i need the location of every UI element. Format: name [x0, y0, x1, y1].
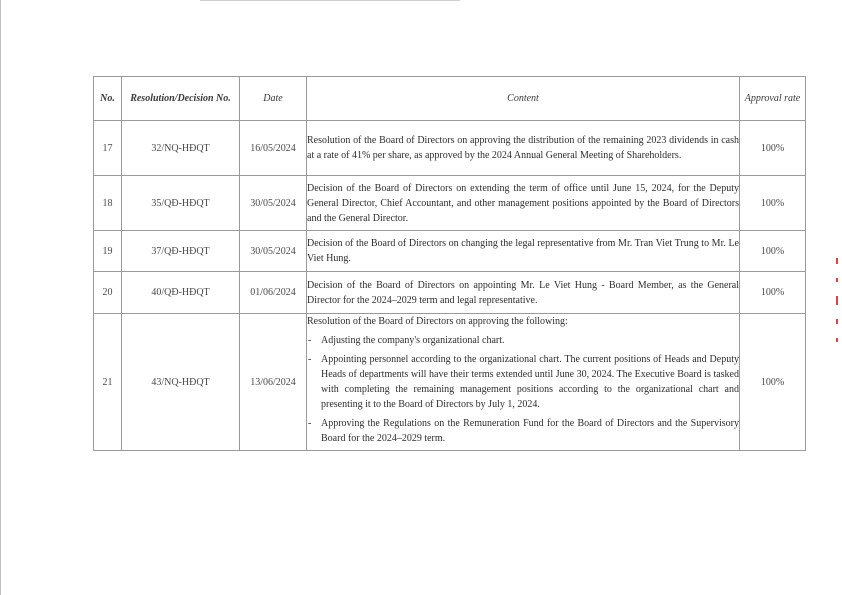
list-item-text: Appointing personnel according to the organizational chart. The current positions of Heads and Deputy Heads of departments will have their terms extended until June 30, 2024. The Executive Board is tasked with completing the remaining management positions according to the organizational chart and presenting it to the Board of Directors by July 1, 2024.	[321, 354, 739, 410]
content-intro: Resolution of the Board of Directors on approving the following:	[307, 316, 568, 327]
cell-no: 20	[94, 272, 122, 314]
header-content: Content	[307, 77, 740, 121]
table-header-row	[94, 77, 806, 121]
cell-no: 17	[94, 121, 122, 176]
cell-no: 21	[94, 314, 122, 451]
cell-content: Decision of the Board of Directors on extending the term of office until June 15, 2024, for the Deputy General Director, Chief Accountant, and other management positions appointed by the Board of Directors and the General Director.	[307, 176, 740, 231]
list-item	[307, 416, 739, 446]
resolutions-table-container	[93, 76, 805, 451]
cell-content: Decision of the Board of Directors on changing the legal representative from Mr. Tran Viet Trung to Mr. Le Viet Hung.	[307, 231, 740, 272]
header-approval: Approval rate	[740, 77, 806, 121]
dash-bullet: -	[308, 418, 312, 429]
header-no: No.	[94, 77, 122, 121]
margin-mark	[836, 319, 838, 324]
cell-date: 30/05/2024	[240, 176, 307, 231]
resolutions-table	[93, 76, 806, 451]
cell-approval: 100%	[740, 272, 806, 314]
cell-date: 13/06/2024	[240, 314, 307, 451]
table-row	[94, 176, 806, 231]
cell-resolution: 43/NQ-HĐQT	[122, 314, 240, 451]
content-list	[307, 333, 739, 446]
list-item	[307, 352, 739, 412]
margin-mark	[836, 338, 838, 342]
header-date: Date	[240, 77, 307, 121]
cell-resolution: 40/QĐ-HĐQT	[122, 272, 240, 314]
cell-approval: 100%	[740, 176, 806, 231]
list-item-text: Approving the Regulations on the Remuneration Fund for the Board of Directors and the Supervisory Board for the 2024–2029 term.	[321, 418, 739, 444]
cell-resolution: 32/NQ-HĐQT	[122, 121, 240, 176]
cell-date: 01/06/2024	[240, 272, 307, 314]
cell-resolution: 37/QĐ-HĐQT	[122, 231, 240, 272]
margin-mark	[836, 258, 838, 264]
page-left-edge	[0, 0, 1, 595]
margin-mark	[836, 278, 838, 282]
cell-approval: 100%	[740, 314, 806, 451]
margin-mark	[836, 296, 838, 305]
cell-no: 19	[94, 231, 122, 272]
cell-date: 16/05/2024	[240, 121, 307, 176]
table-row	[94, 272, 806, 314]
cell-no: 18	[94, 176, 122, 231]
list-item-text: Adjusting the company's organizational chart.	[321, 335, 505, 346]
dash-bullet: -	[308, 354, 312, 365]
cell-content: Resolution of the Board of Directors on approving the distribution of the remaining 2023 dividends in cash at a rate of 41% per share, as approved by the 2024 Annual General Meeting of Shareholders.	[307, 121, 740, 176]
cell-content	[307, 314, 740, 451]
cell-content: Decision of the Board of Directors on appointing Mr. Le Viet Hung - Board Member, as the General Director for the 2024–2029 term and legal representative.	[307, 272, 740, 314]
dash-bullet: -	[308, 335, 312, 346]
table-row	[94, 231, 806, 272]
list-item	[307, 333, 739, 348]
cell-approval: 100%	[740, 121, 806, 176]
table-row	[94, 121, 806, 176]
margin-marks	[833, 258, 841, 356]
header-resolution: Resolution/Decision No.	[122, 77, 240, 121]
cell-approval: 100%	[740, 231, 806, 272]
page-top-edge	[200, 0, 460, 1]
cell-date: 30/05/2024	[240, 231, 307, 272]
cell-resolution: 35/QĐ-HĐQT	[122, 176, 240, 231]
table-row	[94, 314, 806, 451]
